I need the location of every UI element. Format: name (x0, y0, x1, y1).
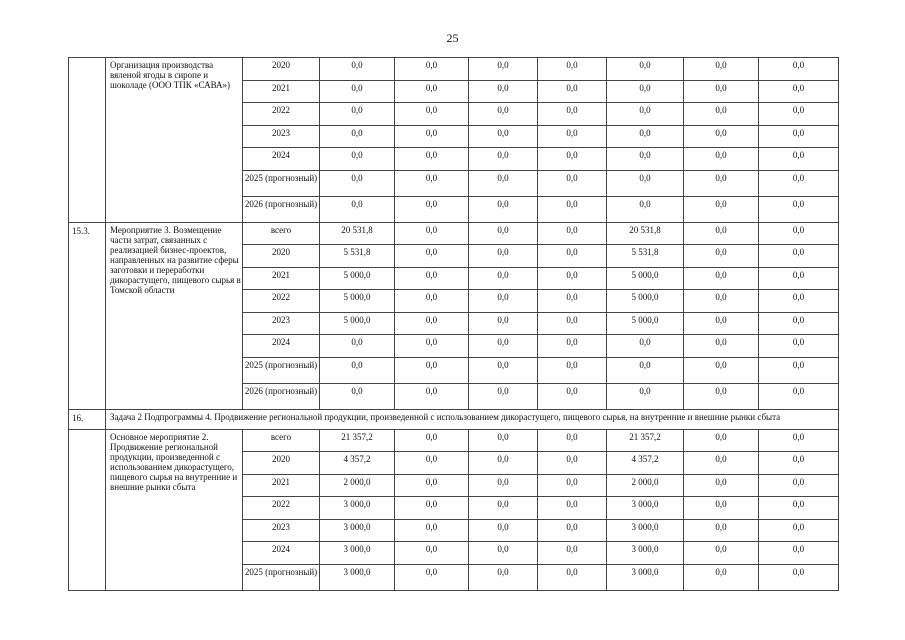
value-cell: 0,0 (607, 335, 684, 358)
value-cell: 0,0 (469, 290, 538, 313)
value-cell: 3 000,0 (320, 564, 395, 590)
year-cell: 2020 (243, 58, 320, 81)
value-cell: 0,0 (759, 452, 839, 475)
year-cell: 2024 (243, 148, 320, 171)
value-cell: 0,0 (320, 335, 395, 358)
value-cell: 0,0 (759, 267, 839, 290)
value-cell: 0,0 (684, 148, 759, 171)
value-cell: 0,0 (538, 542, 607, 565)
value-cell: 0,0 (759, 564, 839, 590)
year-cell: 2025 (прогнозный) (243, 564, 320, 590)
value-cell: 0,0 (684, 474, 759, 497)
value-cell: 0,0 (759, 519, 839, 542)
value-cell: 0,0 (759, 58, 839, 81)
value-cell: 0,0 (759, 383, 839, 409)
value-cell: 3 000,0 (607, 542, 684, 565)
year-cell: всего (243, 222, 320, 245)
value-cell: 0,0 (684, 564, 759, 590)
value-cell: 5 000,0 (607, 267, 684, 290)
value-cell: 3 000,0 (607, 519, 684, 542)
value-cell: 0,0 (538, 497, 607, 520)
value-cell: 0,0 (684, 357, 759, 383)
year-cell: 2020 (243, 452, 320, 475)
value-cell: 0,0 (759, 103, 839, 126)
value-cell: 0,0 (759, 474, 839, 497)
value-cell: 0,0 (395, 267, 469, 290)
value-cell: 0,0 (538, 429, 607, 452)
value-cell: 5 531,8 (607, 245, 684, 268)
value-cell: 0,0 (320, 170, 395, 196)
value-cell: 0,0 (684, 267, 759, 290)
value-cell: 0,0 (469, 196, 538, 222)
value-cell: 0,0 (395, 497, 469, 520)
value-cell: 0,0 (469, 335, 538, 358)
value-cell: 0,0 (469, 357, 538, 383)
value-cell: 0,0 (469, 58, 538, 81)
value-cell: 0,0 (684, 312, 759, 335)
value-cell: 0,0 (469, 267, 538, 290)
program-table (68, 57, 839, 591)
year-cell: 2022 (243, 103, 320, 126)
year-cell: 2022 (243, 497, 320, 520)
value-cell: 0,0 (684, 125, 759, 148)
value-cell: 0,0 (538, 312, 607, 335)
year-cell: 2021 (243, 80, 320, 103)
year-cell: 2020 (243, 245, 320, 268)
value-cell: 0,0 (469, 103, 538, 126)
value-cell: 0,0 (469, 148, 538, 171)
value-cell: 0,0 (684, 80, 759, 103)
value-cell: 5 000,0 (320, 267, 395, 290)
value-cell: 0,0 (684, 429, 759, 452)
value-cell: 0,0 (320, 103, 395, 126)
year-cell: 2021 (243, 474, 320, 497)
value-cell: 0,0 (538, 80, 607, 103)
value-cell: 0,0 (395, 312, 469, 335)
value-cell: 0,0 (320, 357, 395, 383)
value-cell: 0,0 (469, 519, 538, 542)
value-cell: 0,0 (395, 519, 469, 542)
value-cell: 0,0 (395, 196, 469, 222)
value-cell: 0,0 (395, 170, 469, 196)
value-cell: 0,0 (759, 312, 839, 335)
value-cell: 0,0 (538, 58, 607, 81)
value-cell: 0,0 (684, 196, 759, 222)
value-cell: 0,0 (759, 170, 839, 196)
value-cell: 0,0 (469, 170, 538, 196)
value-cell: 5 531,8 (320, 245, 395, 268)
year-cell: 2026 (прогнозный) (243, 196, 320, 222)
value-cell: 0,0 (607, 383, 684, 409)
value-cell: 0,0 (684, 542, 759, 565)
value-cell: 5 000,0 (607, 312, 684, 335)
row-number: 16. (69, 409, 106, 429)
value-cell: 0,0 (395, 452, 469, 475)
value-cell: 21 357,2 (607, 429, 684, 452)
value-cell: 0,0 (607, 58, 684, 81)
value-cell: 0,0 (759, 290, 839, 313)
value-cell: 0,0 (395, 429, 469, 452)
value-cell: 2 000,0 (320, 474, 395, 497)
value-cell: 3 000,0 (607, 564, 684, 590)
task-row (69, 409, 839, 429)
value-cell: 0,0 (320, 125, 395, 148)
value-cell: 0,0 (759, 497, 839, 520)
value-cell: 3 000,0 (320, 519, 395, 542)
value-cell: 0,0 (395, 125, 469, 148)
value-cell: 0,0 (684, 58, 759, 81)
value-cell: 0,0 (320, 58, 395, 81)
table-row (69, 429, 839, 452)
measure-name: Основное мероприятие 2. Продвижение региональной продукции, произведенной с использованием дикорастущего, пищевого сырья на внутренние и внешние рынки сбыта (106, 429, 243, 590)
table-row (69, 58, 839, 81)
value-cell: 0,0 (320, 383, 395, 409)
value-cell: 21 357,2 (320, 429, 395, 452)
value-cell: 3 000,0 (320, 497, 395, 520)
table-row (69, 222, 839, 245)
value-cell: 0,0 (395, 474, 469, 497)
value-cell: 0,0 (607, 357, 684, 383)
value-cell: 0,0 (684, 452, 759, 475)
value-cell: 0,0 (469, 542, 538, 565)
value-cell: 0,0 (538, 383, 607, 409)
value-cell: 0,0 (395, 564, 469, 590)
year-cell: 2022 (243, 290, 320, 313)
value-cell: 0,0 (607, 103, 684, 126)
value-cell: 0,0 (469, 80, 538, 103)
value-cell: 0,0 (759, 245, 839, 268)
value-cell: 0,0 (538, 335, 607, 358)
value-cell: 0,0 (469, 312, 538, 335)
value-cell: 0,0 (469, 474, 538, 497)
row-number (69, 58, 106, 223)
value-cell: 0,0 (538, 103, 607, 126)
value-cell: 3 000,0 (607, 497, 684, 520)
row-number (69, 429, 106, 590)
value-cell: 0,0 (469, 245, 538, 268)
value-cell: 0,0 (538, 222, 607, 245)
value-cell: 4 357,2 (320, 452, 395, 475)
year-cell: 2025 (прогнозный) (243, 357, 320, 383)
measure-name: Мероприятие 3. Возмещение части затрат, связанных с реализацией бизнес-проектов, направленных на развитие сферы заготовки и переработки дикорастущего, пищевого сырья в Томской области (106, 222, 243, 409)
value-cell: 0,0 (538, 245, 607, 268)
value-cell: 0,0 (684, 103, 759, 126)
year-cell: 2026 (прогнозный) (243, 383, 320, 409)
value-cell: 0,0 (395, 222, 469, 245)
year-cell: 2024 (243, 335, 320, 358)
task-title: Задача 2 Подпрограммы 4. Продвижение региональной продукции, произведенной с использованием дикорастущего, пищевого сырья, на внутренние и внешние рынки сбыта (106, 409, 839, 429)
value-cell: 0,0 (395, 542, 469, 565)
value-cell: 5 000,0 (607, 290, 684, 313)
year-cell: 2023 (243, 125, 320, 148)
value-cell: 0,0 (538, 474, 607, 497)
value-cell: 0,0 (320, 148, 395, 171)
value-cell: 0,0 (684, 290, 759, 313)
value-cell: 0,0 (684, 383, 759, 409)
value-cell: 0,0 (469, 452, 538, 475)
value-cell: 0,0 (607, 80, 684, 103)
value-cell: 0,0 (395, 335, 469, 358)
value-cell: 0,0 (538, 267, 607, 290)
value-cell: 0,0 (684, 335, 759, 358)
value-cell: 0,0 (684, 245, 759, 268)
value-cell: 0,0 (759, 357, 839, 383)
value-cell: 0,0 (469, 497, 538, 520)
value-cell: 0,0 (538, 519, 607, 542)
value-cell: 0,0 (395, 58, 469, 81)
value-cell: 0,0 (759, 125, 839, 148)
value-cell: 0,0 (538, 170, 607, 196)
value-cell: 0,0 (538, 290, 607, 313)
value-cell: 0,0 (469, 222, 538, 245)
value-cell: 0,0 (538, 452, 607, 475)
page-number: 25 (446, 31, 459, 45)
value-cell: 0,0 (469, 429, 538, 452)
year-cell: всего (243, 429, 320, 452)
value-cell: 0,0 (607, 170, 684, 196)
value-cell: 0,0 (395, 103, 469, 126)
value-cell: 0,0 (469, 383, 538, 409)
year-cell: 2021 (243, 267, 320, 290)
value-cell: 0,0 (395, 290, 469, 313)
year-cell: 2025 (прогнозный) (243, 170, 320, 196)
year-cell: 2023 (243, 312, 320, 335)
value-cell: 0,0 (320, 80, 395, 103)
value-cell: 0,0 (469, 125, 538, 148)
measure-name: Организация производства вяленой ягоды в сиропе и шоколаде (ООО ТПК «САВА») (106, 58, 243, 223)
year-cell: 2024 (243, 542, 320, 565)
value-cell: 0,0 (395, 148, 469, 171)
value-cell: 20 531,8 (607, 222, 684, 245)
value-cell: 0,0 (684, 170, 759, 196)
value-cell: 0,0 (538, 564, 607, 590)
value-cell: 0,0 (538, 148, 607, 171)
value-cell: 0,0 (759, 335, 839, 358)
value-cell: 0,0 (759, 148, 839, 171)
value-cell: 5 000,0 (320, 290, 395, 313)
value-cell: 3 000,0 (320, 542, 395, 565)
value-cell: 0,0 (684, 222, 759, 245)
value-cell: 0,0 (395, 245, 469, 268)
value-cell: 0,0 (684, 497, 759, 520)
value-cell: 0,0 (759, 429, 839, 452)
value-cell: 0,0 (684, 519, 759, 542)
value-cell: 0,0 (320, 196, 395, 222)
year-cell: 2023 (243, 519, 320, 542)
value-cell: 0,0 (607, 196, 684, 222)
value-cell: 0,0 (538, 196, 607, 222)
value-cell: 5 000,0 (320, 312, 395, 335)
value-cell: 2 000,0 (607, 474, 684, 497)
value-cell: 0,0 (759, 542, 839, 565)
value-cell: 0,0 (607, 125, 684, 148)
value-cell: 0,0 (395, 80, 469, 103)
value-cell: 0,0 (395, 357, 469, 383)
value-cell: 0,0 (759, 196, 839, 222)
value-cell: 0,0 (538, 125, 607, 148)
value-cell: 4 357,2 (607, 452, 684, 475)
value-cell: 0,0 (759, 80, 839, 103)
value-cell: 0,0 (538, 357, 607, 383)
row-number: 15.3. (69, 222, 106, 409)
value-cell: 20 531,8 (320, 222, 395, 245)
value-cell: 0,0 (395, 383, 469, 409)
value-cell: 0,0 (607, 148, 684, 171)
value-cell: 0,0 (759, 222, 839, 245)
value-cell: 0,0 (469, 564, 538, 590)
